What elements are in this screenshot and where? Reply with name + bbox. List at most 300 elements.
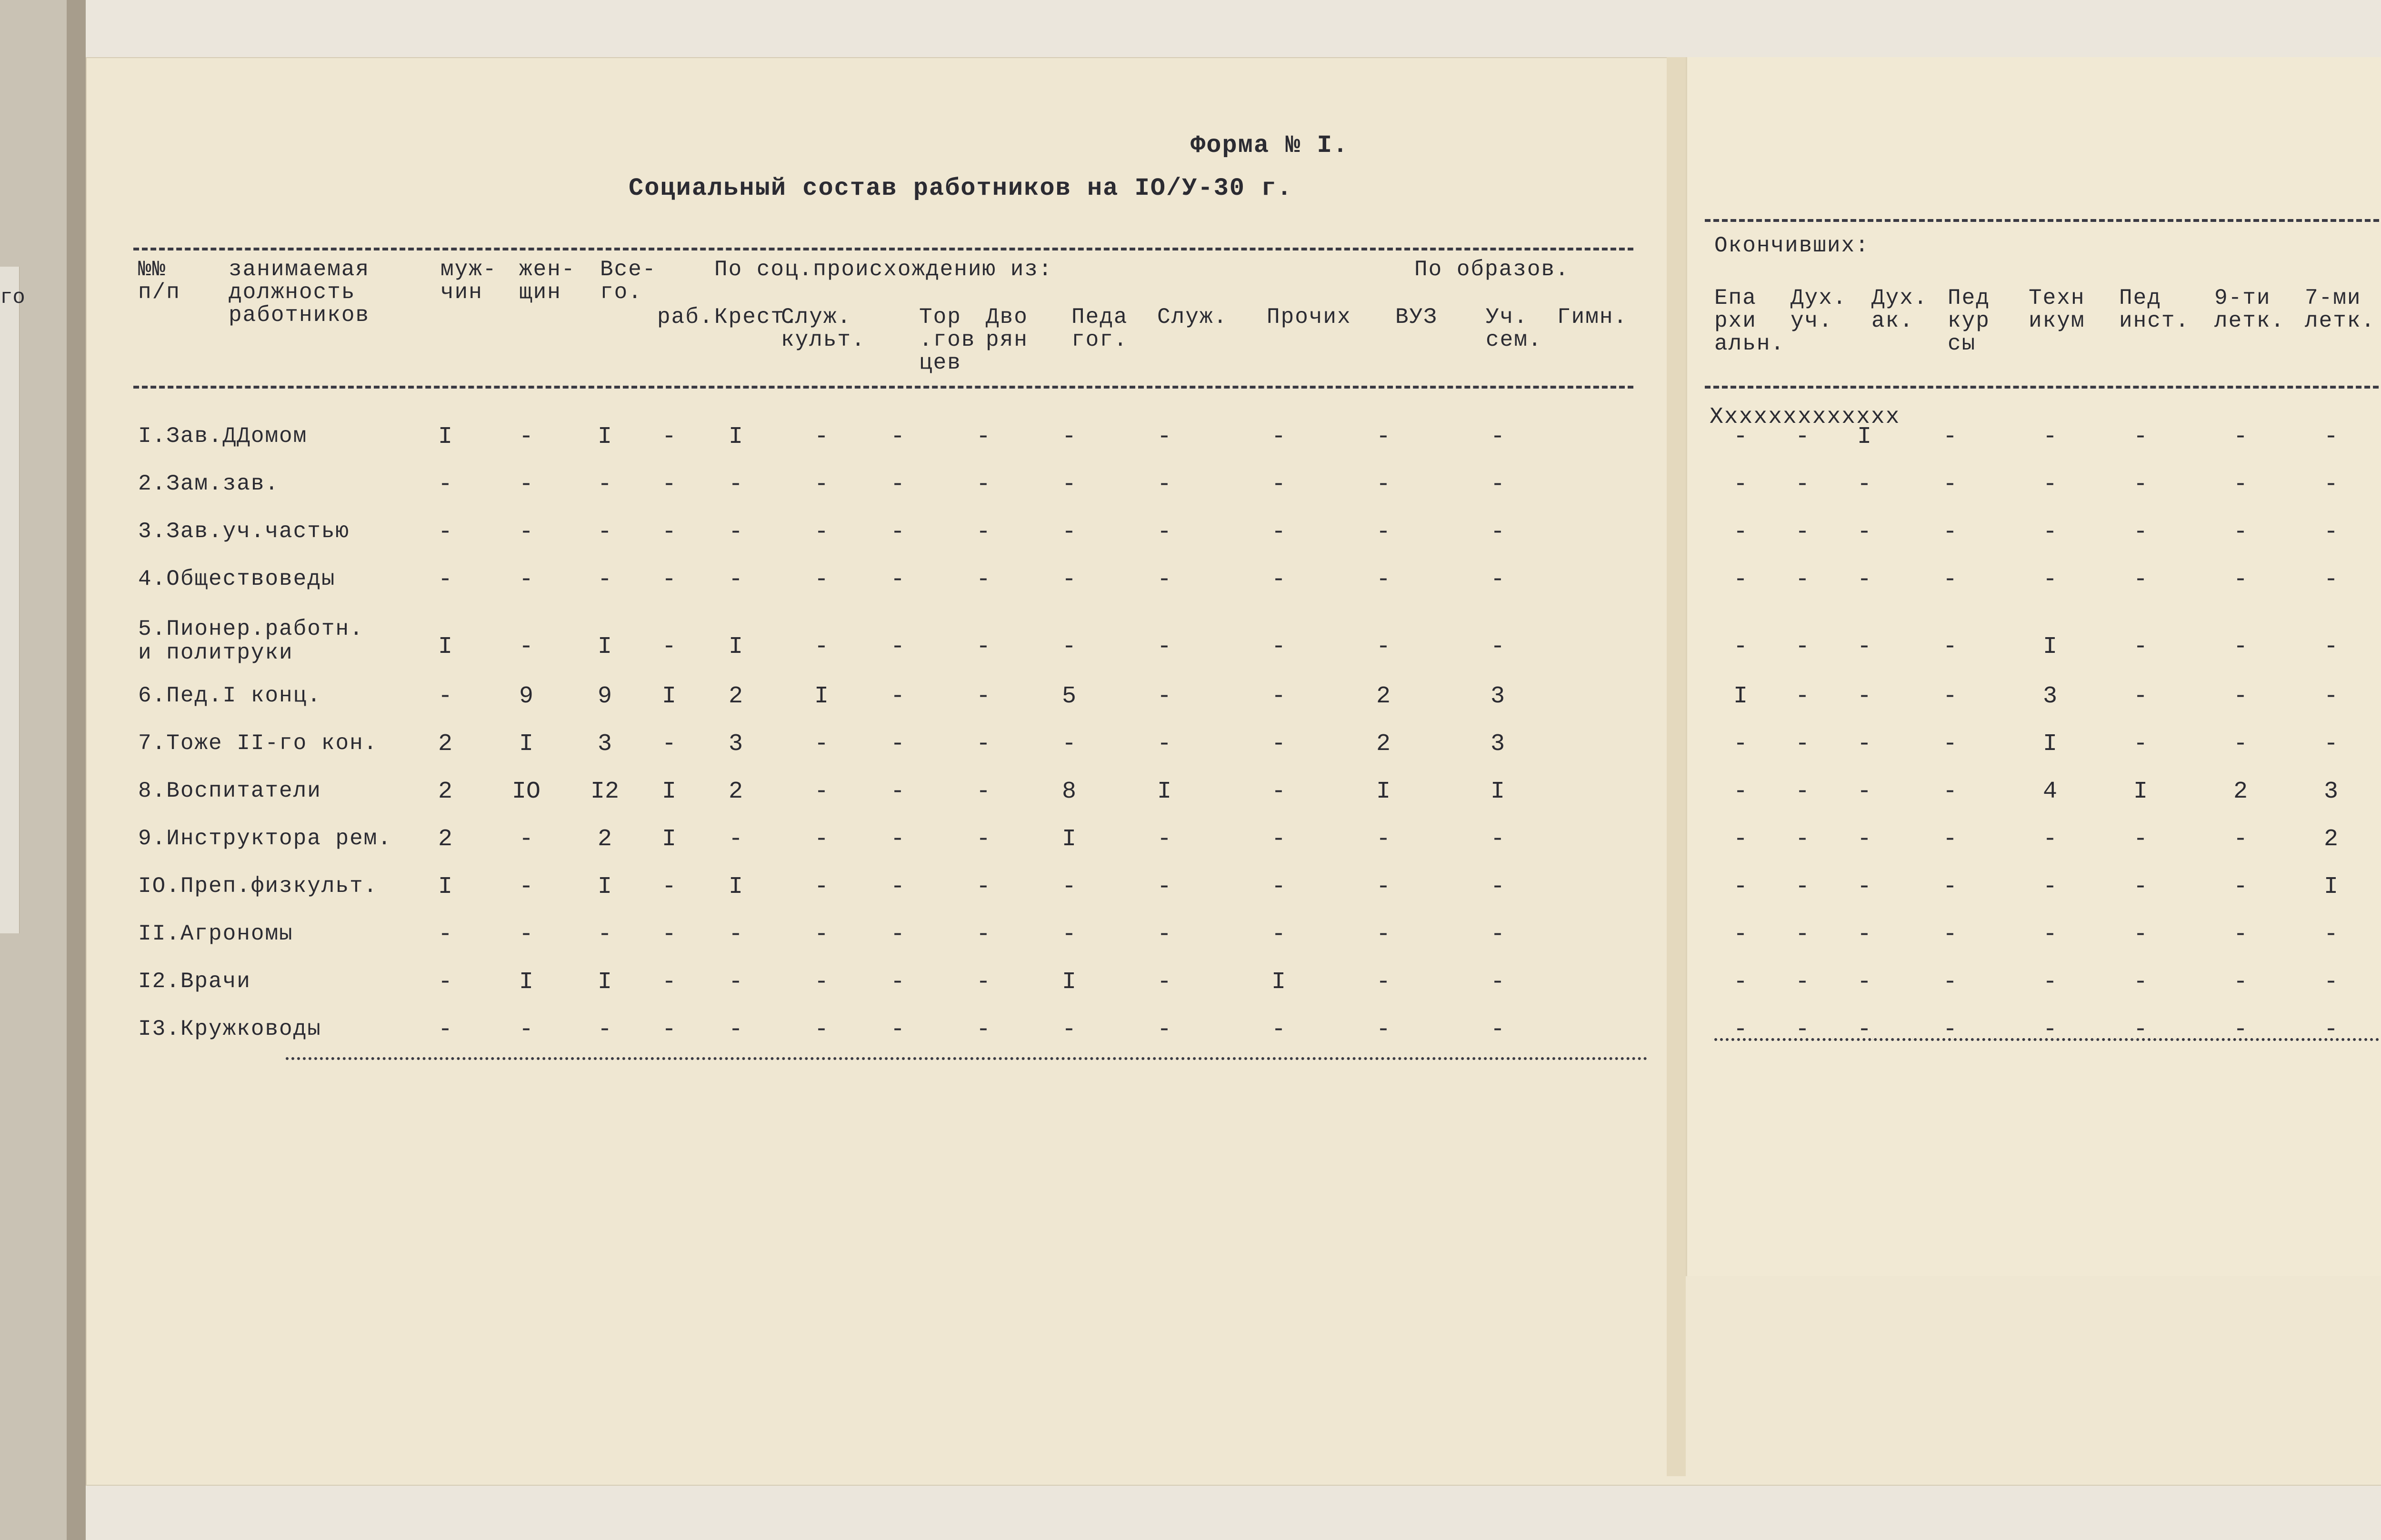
table-cell-right: - — [1857, 633, 1871, 660]
table-cell-right: - — [1942, 471, 1957, 498]
table-cell-left: - — [661, 921, 676, 948]
table-cell-right: - — [2233, 471, 2248, 498]
table-cell-right: - — [1942, 519, 1957, 546]
table-cell-right: I — [2133, 778, 2148, 805]
table-cell-right: - — [2233, 423, 2248, 450]
table-cell-left: - — [976, 778, 990, 805]
row-label: 2.Зам.зав. — [138, 471, 280, 496]
table-cell-right: - — [1942, 969, 1957, 996]
header-origin-col: Служ. — [1157, 305, 1228, 330]
header-finished-col: кур — [1948, 309, 1990, 333]
table-cell-right: - — [1942, 778, 1957, 805]
table-cell-right: - — [1857, 826, 1871, 853]
header-finished-col: сы — [1948, 331, 1976, 356]
table-cell-left: - — [519, 519, 533, 546]
table-cell-left: - — [519, 826, 533, 853]
table-cell-left: - — [1061, 471, 1076, 498]
table-cell-right: - — [2323, 683, 2338, 710]
table-cell-left: - — [728, 566, 743, 593]
table-cell-left: - — [1157, 683, 1171, 710]
table-cell-left: - — [1271, 921, 1286, 948]
table-cell-right: - — [1857, 683, 1871, 710]
table-cell-left: - — [1157, 566, 1171, 593]
table-cell-right: - — [2042, 519, 2057, 546]
table-cell-right: I — [2042, 633, 2057, 660]
table-cell-left: - — [1061, 873, 1076, 900]
table-cell-left: - — [1061, 730, 1076, 758]
table-cell-right: - — [1942, 633, 1957, 660]
table-cell-right: - — [2323, 519, 2338, 546]
table-cell-right: - — [1942, 873, 1957, 900]
table-cell-left: - — [728, 921, 743, 948]
table-cell-left: - — [1376, 471, 1391, 498]
table-cell-left: 2 — [438, 778, 452, 805]
header-finished-col: Дух. — [1871, 286, 1928, 310]
table-cell-right: - — [1733, 1016, 1748, 1043]
table-cell-left: - — [1271, 423, 1286, 450]
table-cell-left: - — [890, 778, 905, 805]
table-cell-left: - — [438, 471, 452, 498]
table-cell-left: - — [1271, 778, 1286, 805]
typed-over-marks: Ххххххххххххх — [1710, 404, 1901, 430]
table-cell-left: - — [890, 730, 905, 758]
table-cell-left: - — [519, 471, 533, 498]
table-cell-left: - — [661, 730, 676, 758]
table-cell-left: - — [814, 921, 829, 948]
table-cell-left: I — [519, 730, 533, 758]
table-cell-left: - — [1157, 826, 1171, 853]
table-cell-left: - — [661, 1016, 676, 1043]
table-cell-right: - — [1857, 471, 1871, 498]
table-cell-left: I — [728, 873, 743, 900]
table-cell-right: - — [1857, 519, 1871, 546]
table-cell-left: - — [1061, 566, 1076, 593]
table-cell-left: 2 — [728, 778, 743, 805]
header-finished-col: Епа — [1714, 286, 1757, 310]
table-cell-right: - — [1733, 423, 1748, 450]
table-cell-left: - — [597, 566, 612, 593]
table-cell-right: - — [1795, 471, 1810, 498]
table-cell-right: 4 — [2042, 778, 2057, 805]
row-label: 3.Зав.уч.частью — [138, 519, 350, 544]
header-num: п/п — [138, 280, 180, 305]
table-cell-right: - — [2042, 566, 2057, 593]
table-cell-left: - — [519, 566, 533, 593]
table-cell-left: - — [438, 921, 452, 948]
header-origin-col: Крест. — [714, 305, 799, 330]
table-cell-left: - — [814, 1016, 829, 1043]
table-cell-left: - — [1157, 730, 1171, 758]
header-finished-col: летк. — [2214, 309, 2285, 333]
table-cell-right: 3 — [2042, 683, 2057, 710]
ruler-strip — [0, 267, 25, 933]
table-cell-left: - — [814, 969, 829, 996]
table-cell-left: - — [1376, 566, 1391, 593]
table-cell-left: - — [976, 519, 990, 546]
table-cell-left: - — [1271, 1016, 1286, 1043]
table-cell-left: - — [1376, 633, 1391, 660]
table-cell-right: - — [1733, 921, 1748, 948]
table-cell-left: - — [438, 566, 452, 593]
table-cell-left: - — [1061, 633, 1076, 660]
header-origin-col: культ. — [781, 328, 866, 352]
right-table-rule-bottom — [1714, 1038, 2381, 1041]
table-cell-left: - — [597, 471, 612, 498]
table-cell-left: - — [890, 826, 905, 853]
header-finished-col: Техн — [2029, 286, 2085, 310]
table-cell-right: - — [1795, 423, 1810, 450]
table-cell-right: - — [2323, 921, 2338, 948]
table-cell-left: - — [1490, 826, 1505, 853]
table-cell-left: 2 — [1376, 683, 1391, 710]
table-cell-right: - — [1733, 778, 1748, 805]
table-cell-right: - — [2133, 921, 2148, 948]
table-cell-left: I2 — [590, 778, 619, 805]
table-cell-left: - — [661, 423, 676, 450]
table-cell-right: - — [1942, 683, 1957, 710]
row-label: I2.Врачи — [138, 969, 251, 994]
row-label: 8.Воспитатели — [138, 779, 321, 803]
header-finished-col: уч. — [1791, 309, 1833, 333]
table-cell-left: - — [1157, 471, 1171, 498]
header-total: го. — [600, 280, 642, 305]
table-cell-left: - — [1490, 969, 1505, 996]
table-cell-left: - — [1061, 519, 1076, 546]
table-cell-left: - — [1490, 1016, 1505, 1043]
header-edu-col: Уч. — [1486, 305, 1528, 330]
row-label: 4.Обществоведы — [138, 567, 336, 591]
header-position: работников — [229, 303, 370, 328]
table-cell-left: I — [1061, 826, 1076, 853]
table-cell-right: - — [2042, 1016, 2057, 1043]
table-cell-left: I — [661, 683, 676, 710]
table-cell-left: I — [661, 778, 676, 805]
table-cell-left: 3 — [728, 730, 743, 758]
table-cell-left: - — [1376, 423, 1391, 450]
table-cell-left: - — [814, 566, 829, 593]
table-cell-right: - — [2042, 826, 2057, 853]
table-cell-left: - — [661, 633, 676, 660]
table-cell-left: I — [1157, 778, 1171, 805]
table-cell-left: 3 — [597, 730, 612, 758]
table-cell-left: - — [1490, 633, 1505, 660]
header-position: должность — [229, 280, 356, 305]
table-cell-left: 5 — [1061, 683, 1076, 710]
table-cell-right: - — [2323, 1016, 2338, 1043]
table-cell-left: - — [890, 566, 905, 593]
table-cell-left: - — [976, 633, 990, 660]
table-cell-left: I — [814, 683, 829, 710]
header-women: жен- — [519, 257, 576, 282]
table-cell-right: - — [1733, 969, 1748, 996]
table-cell-right: - — [2233, 826, 2248, 853]
table-cell-left: - — [890, 683, 905, 710]
table-cell-left: - — [1157, 873, 1171, 900]
table-cell-left: - — [728, 519, 743, 546]
header-origin-col: Педа — [1071, 305, 1128, 330]
table-cell-right: - — [2133, 566, 2148, 593]
table-cell-right: - — [2323, 969, 2338, 996]
table-cell-right: - — [2133, 471, 2148, 498]
header-edu-col: ВУЗ — [1395, 305, 1438, 330]
table-cell-left: I — [597, 969, 612, 996]
table-cell-left: - — [438, 519, 452, 546]
table-cell-left: I — [438, 423, 452, 450]
table-cell-right: - — [1733, 873, 1748, 900]
header-position: занимаемая — [229, 257, 370, 282]
header-origin-col: Прочих — [1267, 305, 1351, 330]
table-cell-left: I — [438, 873, 452, 900]
header-total: Все- — [600, 257, 657, 282]
table-cell-right: - — [2133, 683, 2148, 710]
table-cell-left: - — [814, 730, 829, 758]
table-cell-left: - — [976, 826, 990, 853]
table-cell-left: - — [890, 969, 905, 996]
table-cell-left: - — [1490, 873, 1505, 900]
table-cell-right: - — [2042, 921, 2057, 948]
table-cell-left: - — [661, 566, 676, 593]
row-label: 6.Пед.I конц. — [138, 683, 321, 708]
header-finished-col: Пед — [2119, 286, 2161, 310]
table-cell-right: - — [2323, 566, 2338, 593]
header-edu-col: Гимн. — [1557, 305, 1628, 330]
table-cell-left: - — [814, 423, 829, 450]
table-cell-left: - — [1157, 969, 1171, 996]
table-cell-left: - — [661, 471, 676, 498]
form-number: Форма № I. — [1190, 131, 1349, 160]
header-origin-col: .гов — [919, 328, 976, 352]
table-cell-right: I — [1733, 683, 1748, 710]
table-cell-right: - — [2133, 826, 2148, 853]
table-cell-left: 3 — [1490, 730, 1505, 758]
table-cell-left: - — [519, 1016, 533, 1043]
table-cell-right: - — [2133, 730, 2148, 758]
table-cell-right: - — [1795, 873, 1810, 900]
table-cell-right: - — [1733, 730, 1748, 758]
table-cell-right: - — [2133, 969, 2148, 996]
table-cell-right: - — [2042, 471, 2057, 498]
table-cell-right: 2 — [2233, 778, 2248, 805]
table-cell-right: - — [2133, 873, 2148, 900]
table-cell-right: - — [1795, 778, 1810, 805]
header-men: чин — [440, 280, 483, 305]
table-cell-left: - — [814, 633, 829, 660]
table-cell-left: - — [1271, 566, 1286, 593]
table-cell-right: - — [1733, 471, 1748, 498]
header-rule-bottom — [133, 386, 1633, 389]
table-cell-left: 9 — [519, 683, 533, 710]
table-cell-left: - — [976, 730, 990, 758]
table-cell-left: - — [976, 921, 990, 948]
table-cell-left: - — [661, 873, 676, 900]
table-cell-right: - — [2133, 519, 2148, 546]
table-cell-left: 3 — [1490, 683, 1505, 710]
table-cell-right: - — [1857, 1016, 1871, 1043]
table-cell-right: - — [2233, 1016, 2248, 1043]
table-cell-right: - — [1733, 826, 1748, 853]
table-cell-left: - — [519, 921, 533, 948]
header-origin-col: Тор — [919, 305, 961, 330]
header-women: щин — [519, 280, 561, 305]
header-origin-col: Служ. — [781, 305, 852, 330]
table-cell-right: - — [2323, 471, 2338, 498]
table-cell-left: - — [1271, 471, 1286, 498]
table-cell-left: - — [1271, 633, 1286, 660]
row-label: I3.Кружководы — [138, 1017, 321, 1041]
table-cell-left: 8 — [1061, 778, 1076, 805]
table-cell-right: - — [1942, 921, 1957, 948]
row-label: IO.Преп.физкульт. — [138, 874, 378, 899]
table-cell-left: - — [1157, 921, 1171, 948]
table-cell-left: - — [1376, 873, 1391, 900]
table-cell-left: - — [976, 683, 990, 710]
table-cell-left: - — [728, 826, 743, 853]
table-cell-left: - — [976, 566, 990, 593]
table-cell-left: - — [1271, 519, 1286, 546]
right-header-rule-bottom — [1705, 386, 2381, 389]
row-label: 5.Пионер.работн. — [138, 617, 364, 641]
table-cell-right: - — [2233, 683, 2248, 710]
table-cell-right: - — [2323, 633, 2338, 660]
table-cell-left: I — [1376, 778, 1391, 805]
table-cell-left: - — [814, 519, 829, 546]
table-cell-left: - — [1271, 873, 1286, 900]
table-cell-left: - — [890, 921, 905, 948]
row-label: 7.Тоже II-го кон. — [138, 731, 378, 756]
header-finished-col: Дух. — [1791, 286, 1847, 310]
table-cell-right: - — [2042, 969, 2057, 996]
row-label: 9.Инструктора рем. — [138, 826, 392, 851]
table-cell-left: - — [976, 471, 990, 498]
table-cell-left: 2 — [597, 826, 612, 853]
table-cell-left: - — [1376, 826, 1391, 853]
header-finished-col: инст. — [2119, 309, 2190, 333]
table-cell-left: 2 — [438, 826, 452, 853]
table-cell-right: - — [1857, 778, 1871, 805]
table-cell-left: - — [890, 519, 905, 546]
header-num: №№ — [138, 257, 167, 282]
table-cell-left: I — [728, 633, 743, 660]
table-cell-left: I — [597, 873, 612, 900]
table-cell-left: - — [1490, 566, 1505, 593]
header-finished-col: альн. — [1714, 331, 1785, 356]
table-cell-right: - — [1857, 921, 1871, 948]
header-edu-col: сем. — [1486, 328, 1542, 352]
table-cell-left: - — [976, 873, 990, 900]
header-origin-col: гог. — [1071, 328, 1128, 352]
table-cell-right: - — [1942, 826, 1957, 853]
table-cell-left: - — [814, 778, 829, 805]
header-origin-col: раб. — [657, 305, 714, 330]
row-label: II.Агрономы — [138, 921, 293, 946]
table-cell-left: - — [1376, 519, 1391, 546]
table-cell-left: - — [519, 633, 533, 660]
table-cell-left: - — [1490, 471, 1505, 498]
table-cell-left: - — [728, 471, 743, 498]
table-cell-left: - — [661, 519, 676, 546]
table-cell-right: - — [2233, 566, 2248, 593]
header-origin-col: Дво — [986, 305, 1028, 330]
table-cell-left: I — [519, 969, 533, 996]
table-cell-left: I — [597, 423, 612, 450]
table-cell-left: - — [1490, 921, 1505, 948]
row-label: и политруки — [138, 640, 293, 665]
table-cell-left: 9 — [597, 683, 612, 710]
table-cell-left: I — [597, 633, 612, 660]
table-cell-left: - — [519, 423, 533, 450]
table-cell-left: - — [1376, 921, 1391, 948]
table-cell-right: - — [1733, 633, 1748, 660]
table-cell-right: I — [2042, 730, 2057, 758]
table-cell-right: 3 — [2323, 778, 2338, 805]
table-cell-left: I — [1061, 969, 1076, 996]
table-cell-right: - — [1795, 921, 1810, 948]
table-cell-right: - — [2233, 921, 2248, 948]
table-cell-left: - — [1157, 423, 1171, 450]
table-cell-left: - — [1490, 423, 1505, 450]
table-cell-right: - — [1795, 683, 1810, 710]
table-cell-right: - — [1795, 1016, 1810, 1043]
table-cell-right: - — [2233, 730, 2248, 758]
row-label: I.Зав.ДДомом — [138, 424, 308, 449]
table-cell-left: - — [976, 969, 990, 996]
board-edge — [67, 0, 86, 1540]
table-cell-left: - — [438, 1016, 452, 1043]
table-cell-left: - — [1061, 1016, 1076, 1043]
table-cell-left: - — [519, 873, 533, 900]
header-men: муж- — [440, 257, 497, 282]
table-cell-left: 2 — [728, 683, 743, 710]
table-cell-right: - — [1857, 730, 1871, 758]
table-cell-right: - — [1733, 566, 1748, 593]
table-cell-right: - — [1942, 1016, 1957, 1043]
table-cell-right: - — [2233, 873, 2248, 900]
table-cell-left: I — [438, 633, 452, 660]
table-cell-left: - — [890, 873, 905, 900]
table-cell-left: - — [1271, 683, 1286, 710]
table-cell-right: - — [2323, 423, 2338, 450]
right-header-rule-top — [1705, 219, 2381, 222]
table-cell-left: - — [597, 1016, 612, 1043]
table-cell-left: - — [1490, 519, 1505, 546]
header-origin-col: цев — [919, 350, 961, 375]
table-cell-left: - — [814, 873, 829, 900]
table-cell-left: - — [438, 683, 452, 710]
table-cell-right: - — [2133, 1016, 2148, 1043]
table-cell-left: - — [1376, 1016, 1391, 1043]
table-cell-right: - — [1733, 519, 1748, 546]
table-cell-right: - — [2133, 423, 2148, 450]
table-cell-left: - — [890, 423, 905, 450]
table-cell-right: - — [1795, 826, 1810, 853]
table-cell-left: - — [1157, 1016, 1171, 1043]
table-cell-left: - — [814, 826, 829, 853]
table-cell-left: - — [438, 969, 452, 996]
header-origin-group: По соц.происхождению из: — [714, 257, 1053, 282]
table-cell-left: 2 — [1376, 730, 1391, 758]
table-cell-right: - — [2323, 730, 2338, 758]
side-label: го — [0, 286, 25, 310]
header-origin-col: рян — [986, 328, 1028, 352]
header-finished-col: икум — [2029, 309, 2085, 333]
header-edu-group: По образов. — [1414, 257, 1570, 282]
table-cell-left: - — [976, 1016, 990, 1043]
table-cell-left: - — [1157, 633, 1171, 660]
table-cell-right: - — [1942, 566, 1957, 593]
table-cell-left: - — [1061, 921, 1076, 948]
table-cell-right: - — [2233, 969, 2248, 996]
table-cell-right: - — [1942, 423, 1957, 450]
